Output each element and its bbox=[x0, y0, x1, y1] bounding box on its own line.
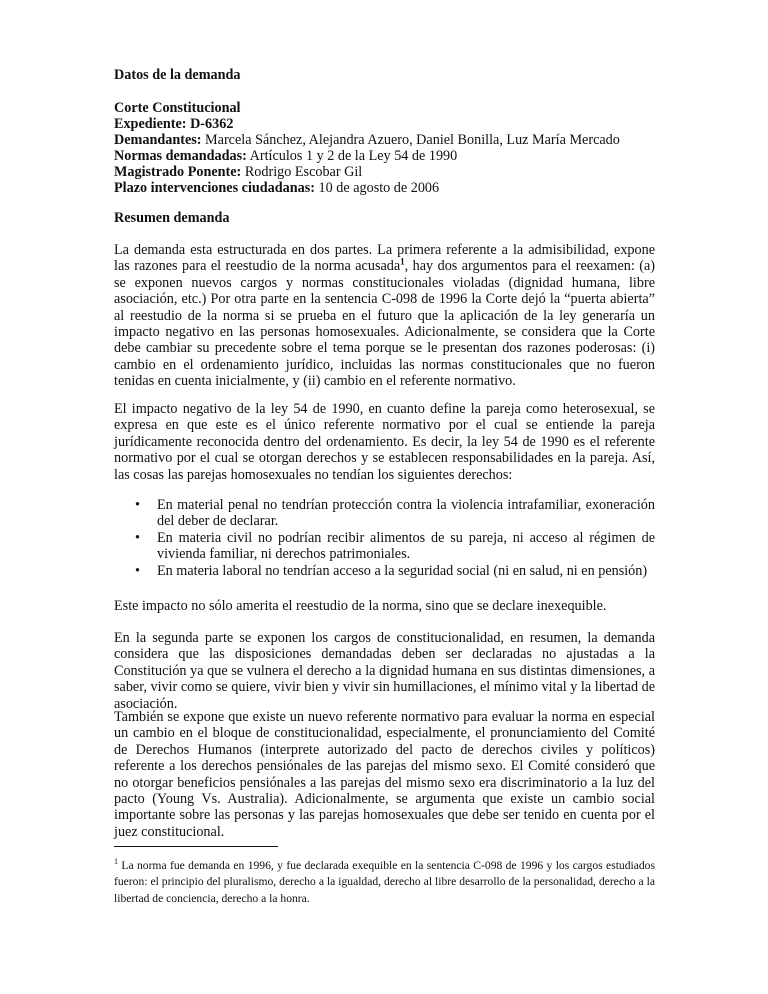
bullet-text: En material penal no tendrían protección contra la violencia intrafamiliar, exoneración del deber de declarar. bbox=[157, 497, 655, 530]
bullet-icon: • bbox=[135, 529, 140, 546]
footnote bbox=[114, 858, 655, 907]
expediente-label: Expediente: bbox=[114, 116, 187, 132]
plazo-row bbox=[114, 180, 439, 196]
plazo-label: Plazo intervenciones ciudadanas: bbox=[114, 180, 315, 196]
paragraph-1-text-a: La demanda esta estructurada en dos partes. La primera referente a la admisibilidad, expone las razones para el reestudio de la norma acusada bbox=[114, 242, 655, 275]
document-title: Datos de la demanda bbox=[114, 67, 241, 83]
demandantes-value: Marcela Sánchez, Alejandra Azuero, Daniel Bonilla, Luz María Mercado bbox=[205, 132, 620, 148]
demandantes-label: Demandantes: bbox=[114, 132, 202, 148]
footnote-text: La norma fue demanda en 1996, y fue declarada exequible en la sentencia C-098 de 1996 y los cargos estudiados fueron: el principio del pluralismo, derecho a la igualdad, derecho al libre desarrollo de la personalidad, derecho a la libertad de conciencia, derecho a la honra. bbox=[114, 859, 655, 905]
list-item bbox=[114, 563, 655, 579]
magistrado-label: Magistrado Ponente: bbox=[114, 164, 242, 180]
bullet-text: En materia laboral no tendrían acceso a la seguridad social (ni en salud, ni en pensión) bbox=[157, 562, 648, 579]
bullet-icon: • bbox=[135, 562, 140, 579]
magistrado-row bbox=[114, 164, 362, 180]
expediente-value: D-6362 bbox=[190, 116, 234, 132]
summary-heading: Resumen demanda bbox=[114, 210, 230, 226]
summary-paragraph-3: Este impacto no sólo amerita el reestudio de la norma, sino que se declare inexequible. bbox=[114, 598, 607, 614]
summary-paragraph-5: También se expone que existe un nuevo referente normativo para evaluar la norma en especial un cambio en el bloque de constitucionalidad, especialmente, el pronunciamiento del Comité de Derechos Humanos (interprete autorizado del pacto de derechos civiles y políticos) referente a los derechos pensiónales de las parejas del mismo sexo. El Comité consideró que no otorgar beneficios pensiónales a las parejas del mismo sexo era discriminatorio a la luz del pacto (Young Vs. Australia). Adicionalmente, se argumenta que existe un cambio social importante sobre las personas y las parejas homosexuales que debe ser tenido en cuenta por el juez constitucional. bbox=[114, 709, 655, 840]
footnote-marker: 1 bbox=[114, 857, 118, 867]
rights-bullet-list bbox=[114, 497, 655, 579]
court-name: Corte Constitucional bbox=[114, 100, 241, 116]
bullet-text: En materia civil no podrían recibir alimentos de su pareja, ni acceso al régimen de vivienda familiar, ni derechos patrimoniales. bbox=[157, 529, 655, 563]
summary-paragraph-4: En la segunda parte se exponen los cargos de constitucionalidad, en resumen, la demanda considera que las disposiciones demandadas deben ser declaradas no ajustadas a la Constitución ya que se vulnera el derecho a la dignidad humana en sus distintas dimensiones, a saber, vivir como se quiere, vivir bien y vivir sin humillaciones, el mínimo vital y la libertad de asociación. bbox=[114, 630, 655, 712]
footnote-reference[interactable]: 1 bbox=[400, 256, 405, 267]
paragraph-1-text-b: , hay dos argumentos para el reexamen: (a) se exponen nuevos cargos y normas constitucionales violadas (dignidad humana, libre asociación, etc.) Por otra parte en la sentencia C-098 de 1996 la Corte dejó la “puerta abierta” al reestudio de la norma si se prueba en el futuro que la aplicación de la ley generaría un impacto negativo en las personas homosexuales. Adicionalmente, se considera que la Corte debe cambiar su precedente sobre el tema porque se le presentan dos razones poderosas: (i) cambio en el ordenamiento jurídico, incluidas las normas constitucionales que no fueron tenidas en cuenta inicialmente, y (ii) cambio en el referente normativo. bbox=[114, 258, 655, 390]
plazo-value: 10 de agosto de 2006 bbox=[318, 180, 440, 196]
magistrado-value: Rodrigo Escobar Gil bbox=[244, 164, 363, 180]
summary-paragraph-1 bbox=[114, 242, 655, 390]
expediente-row bbox=[114, 116, 233, 132]
summary-paragraph-2: El impacto negativo de la ley 54 de 1990, en cuanto define la pareja como heterosexual, se expresa en que este es el único referente normativo por el cual se entiende la pareja jurídicamente reconocida dentro del ordenamiento. Es decir, la ley 54 de 1990 es el referente normativo por el cual se otorgan derechos y se establecen responsabilidades en la pareja. Así, las cosas las parejas homosexuales no tendían los siguientes derechos: bbox=[114, 401, 655, 483]
normas-value: Artículos 1 y 2 de la Ley 54 de 1990 bbox=[249, 148, 458, 164]
footnote-separator bbox=[114, 846, 278, 847]
demandantes-row bbox=[114, 132, 620, 148]
normas-row bbox=[114, 148, 457, 164]
list-item bbox=[114, 530, 655, 563]
bullet-icon: • bbox=[135, 497, 140, 513]
list-item bbox=[114, 497, 655, 530]
normas-label: Normas demandadas: bbox=[114, 148, 247, 164]
